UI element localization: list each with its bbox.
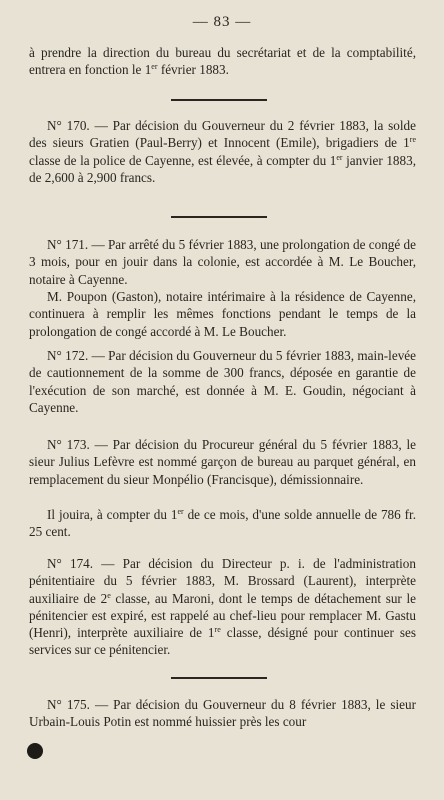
page-number: — 83 — <box>192 14 252 30</box>
paragraph-170: N° 170. — Par décision du Gouverneur du 2 février 1883, la solde des sieurs Gratien (Paul-Berry) et Innocent (Emile), brigadiers de 1re classe de la police de Cayenne, est élevée, à compter du 1er janvier 1883, de 2,600 à 2,900 francs. <box>29 118 416 185</box>
paragraph-175: N° 175. — Par décision du Gouverneur du 8 février 1883, le sieur Urbain-Louis Potin est nommé huissier près les cour <box>29 697 416 730</box>
separator-rule <box>171 216 267 218</box>
paragraph-continuation: à prendre la direction du bureau du secrétariat et de la comptabilité, entrera en fonction le 1er février 1883. <box>29 45 416 78</box>
separator-rule <box>171 99 267 101</box>
ink-spot <box>27 743 43 759</box>
paragraph-171: N° 171. — Par arrêté du 5 février 1883, une prolongation de congé de 3 mois, pour en jouir dans la colonie, est accordée à M. Le Boucher, notaire à Cayenne. <box>29 237 416 287</box>
paragraph-173-continued: Il jouira, à compter du 1er de ce mois, d'une solde annuelle de 786 fr. 25 cent. <box>29 507 416 540</box>
paragraph-174: N° 174. — Par décision du Directeur p. i. de l'administration pénitentiaire du 5 février 1883, M. Brossard (Laurent), interprète auxiliaire de 2e classe, au Maroni, dont le temps de détachement sur le pénitencier est expiré, est rappelé au chef-lieu pour remplacer M. Gastu (Henri), interprète auxiliaire de 1re classe, désigné pour continuer ses services sur ce pénitencier. <box>29 556 416 658</box>
separator-rule <box>171 677 267 679</box>
paragraph-173: N° 173. — Par décision du Procureur général du 5 février 1883, le sieur Julius Lefèvre est nommé garçon de bureau au parquet général, en remplacement du sieur Monpélio (Francisque), démissionnaire. <box>29 437 416 487</box>
paragraph-171-continued: M. Poupon (Gaston), notaire intérimaire à la résidence de Cayenne, continuera à remplir les mêmes fonctions pendant le temps de la prolongation de congé accordé à M. Le Boucher. <box>29 289 416 339</box>
paragraph-172: N° 172. — Par décision du Gouverneur du 5 février 1883, main-levée de cautionnement de la somme de 300 francs, déposée en garantie de l'exécution de son marché, est donnée à M. E. Goudin, négociant à Cayenne. <box>29 348 416 415</box>
